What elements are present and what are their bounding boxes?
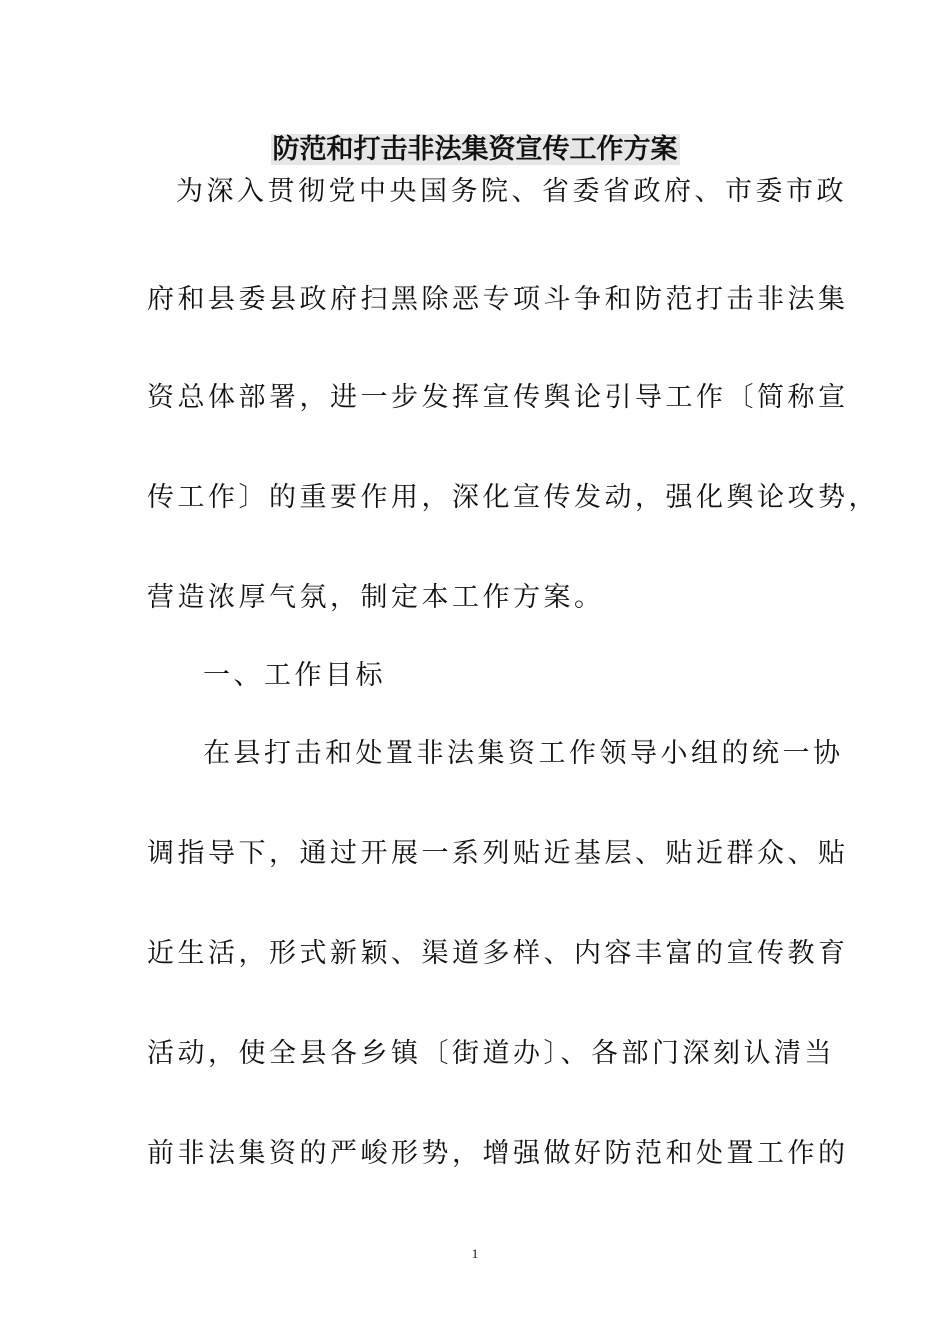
paragraph-line: 在县打击和处置非法集资工作领导小组的统一协	[203, 738, 844, 769]
paragraph-line: 府和县委县政府扫黑除恶专项斗争和防范打击非法集	[147, 284, 849, 315]
paragraph-line: 活动，使全县各乡镇〔街道办〕、各部门深刻认清当	[147, 1038, 835, 1069]
paragraph-line: 近生活，形式新颖、渠道多样、内容丰富的宣传教育	[147, 938, 849, 969]
paragraph-line: 营造浓厚气氛，制定本工作方案。	[147, 582, 605, 613]
document-title-text: 防范和打击非法集资宣传工作方案	[272, 134, 678, 165]
section-heading: 一、工作目标	[203, 660, 386, 691]
paragraph-line: 传工作〕的重要作用，深化宣传发动，强化舆论攻势，	[147, 482, 879, 513]
paragraph-line: 为深入贯彻党中央国务院、省委省政府、市委市政	[176, 176, 847, 207]
paragraph-line: 调指导下，通过开展一系列贴近基层、贴近群众、贴	[147, 838, 849, 869]
document-title	[0, 130, 950, 170]
page-number: 1	[471, 1246, 479, 1261]
paragraph-line: 资总体部署，进一步发挥宣传舆论引导工作〔简称宣	[147, 382, 849, 413]
paragraph-line: 前非法集资的严峻形势，增强做好防范和处置工作的	[147, 1138, 849, 1169]
